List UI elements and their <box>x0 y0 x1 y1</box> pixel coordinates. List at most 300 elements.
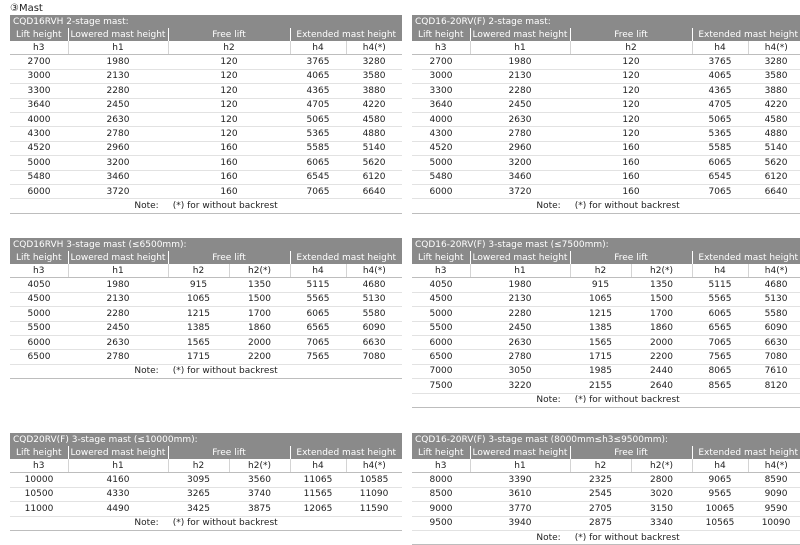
table-cell: 3875 <box>229 502 290 516</box>
table-cell: 3300 <box>10 84 68 98</box>
table-cell: 6000 <box>412 184 470 198</box>
table-cell: 5565 <box>692 292 748 306</box>
table-row <box>412 516 800 530</box>
table-cell: 4160 <box>68 473 168 487</box>
table-cell: 120 <box>570 127 692 141</box>
table-cell: 4220 <box>748 98 800 112</box>
table-row <box>412 112 800 126</box>
table-cell: 2130 <box>470 292 570 306</box>
table-cell: 3425 <box>168 502 229 516</box>
table-cell: 2545 <box>570 487 631 501</box>
column-header: h1 <box>470 459 570 473</box>
table-cell: 2630 <box>470 335 570 349</box>
table-title: CQD16-20RV(F) 3-stage mast (8000mm≤h3≤9500mm): <box>412 433 800 446</box>
note-text: (*) for without backrest <box>172 200 278 211</box>
table-row <box>412 350 800 364</box>
table-cell: 160 <box>570 156 692 170</box>
note-text: (*) for without backrest <box>172 366 278 377</box>
table-cell: 9090 <box>748 487 800 501</box>
table-cell: 2450 <box>68 321 168 335</box>
table-cell: 160 <box>168 184 290 198</box>
table-cell: 5130 <box>748 292 800 306</box>
table-cell: 2155 <box>570 379 631 393</box>
table-cell: 120 <box>168 55 290 69</box>
table-cell: 5365 <box>290 127 346 141</box>
table-cell: 2875 <box>570 516 631 530</box>
table-row <box>10 184 402 198</box>
table-row <box>10 487 402 501</box>
table-row <box>412 69 800 83</box>
group-header: Extended mast height <box>692 251 800 264</box>
table-cell: 2280 <box>470 307 570 321</box>
table-cell: 10585 <box>346 473 402 487</box>
table-cell: 7065 <box>692 184 748 198</box>
column-header: h4(*) <box>346 459 402 473</box>
column-header: h1 <box>68 264 168 278</box>
table-cell: 3200 <box>68 156 168 170</box>
table-cell: 915 <box>570 278 631 292</box>
table-cell: 5000 <box>10 307 68 321</box>
table-cell: 1500 <box>229 292 290 306</box>
table-cell: 6565 <box>290 321 346 335</box>
table-cell: 2705 <box>570 502 631 516</box>
table-row <box>412 502 800 516</box>
table-cell: 6065 <box>692 307 748 321</box>
group-header: Extended mast height <box>290 446 402 459</box>
table-cell: 6090 <box>748 321 800 335</box>
table-cell: 1215 <box>168 307 229 321</box>
table-row <box>412 364 800 378</box>
table-cell: 3280 <box>346 55 402 69</box>
table-cell: 4680 <box>346 278 402 292</box>
table-row <box>10 141 402 155</box>
table-cell: 7565 <box>692 350 748 364</box>
table-cell: 5585 <box>692 141 748 155</box>
table-row <box>10 307 402 321</box>
table-cell: 7080 <box>346 350 402 364</box>
table-cell: 3580 <box>346 69 402 83</box>
table-cell: 1065 <box>570 292 631 306</box>
table-cell: 4000 <box>10 112 68 126</box>
note-text: (*) for without backrest <box>574 532 680 543</box>
note-text: (*) for without backrest <box>172 518 278 529</box>
table-cell: 10000 <box>10 473 68 487</box>
note-label: Note: <box>536 395 561 406</box>
table-row <box>10 292 402 306</box>
table-cell: 3300 <box>412 84 470 98</box>
table-cell: 120 <box>168 112 290 126</box>
table-cell: 2000 <box>631 335 692 349</box>
table-cell: 5130 <box>346 292 402 306</box>
group-header: Lowered mast height <box>68 446 168 459</box>
group-header: Free lift <box>570 28 692 41</box>
column-header: h2 <box>168 264 229 278</box>
table-cell: 120 <box>168 127 290 141</box>
table-cell: 6630 <box>748 335 800 349</box>
table-cell: 8500 <box>412 487 470 501</box>
column-header: h1 <box>470 41 570 55</box>
table-row <box>412 55 800 69</box>
table-cell: 1565 <box>168 335 229 349</box>
note-label: Note: <box>134 518 159 529</box>
column-header: h3 <box>412 264 470 278</box>
table-cell: 5000 <box>10 156 68 170</box>
table-cell: 160 <box>570 184 692 198</box>
table-cell: 6565 <box>692 321 748 335</box>
group-header: Free lift <box>168 251 290 264</box>
table-cell: 3880 <box>748 84 800 98</box>
table-cell: 10090 <box>748 516 800 530</box>
column-header: h2 <box>570 459 631 473</box>
table-cell: 5365 <box>692 127 748 141</box>
table-cell: 2640 <box>631 379 692 393</box>
column-header: h4(*) <box>748 459 800 473</box>
table-cell: 1985 <box>570 364 631 378</box>
table-row <box>412 127 800 141</box>
table-cell: 4500 <box>10 292 68 306</box>
table-title: CQD20RV(F) 3-stage mast (≤10000mm): <box>10 433 402 446</box>
column-header: h4 <box>290 41 346 55</box>
column-header: h4 <box>692 264 748 278</box>
table-cell: 5565 <box>290 292 346 306</box>
table-row <box>412 170 800 184</box>
table-cell: 6090 <box>346 321 402 335</box>
group-header: Lift height <box>412 446 470 459</box>
table-row <box>10 502 402 516</box>
group-header: Free lift <box>570 251 692 264</box>
table-row <box>412 487 800 501</box>
table-cell: 3770 <box>470 502 570 516</box>
table-cell: 4520 <box>10 141 68 155</box>
table-row <box>412 379 800 393</box>
table-cell: 1350 <box>631 278 692 292</box>
table-cell: 1385 <box>570 321 631 335</box>
column-header: h2 <box>168 459 229 473</box>
table-row <box>10 84 402 98</box>
table-cell: 8065 <box>692 364 748 378</box>
table-cell: 6630 <box>346 335 402 349</box>
table-cell: 5115 <box>692 278 748 292</box>
table-cell: 4050 <box>412 278 470 292</box>
table-cell: 7065 <box>290 184 346 198</box>
group-header: Lift height <box>412 28 470 41</box>
table-row <box>10 473 402 487</box>
note-label: Note: <box>134 200 159 211</box>
table-cell: 3640 <box>10 98 68 112</box>
table-cell: 5115 <box>290 278 346 292</box>
group-header: Free lift <box>168 446 290 459</box>
table-cell: 7000 <box>412 364 470 378</box>
table-cell: 2780 <box>68 350 168 364</box>
table-cell: 2630 <box>68 112 168 126</box>
column-header: h4(*) <box>346 41 402 55</box>
table-cell: 3000 <box>10 69 68 83</box>
table-note <box>412 199 800 213</box>
table-row <box>10 156 402 170</box>
column-header: h2 <box>168 41 290 55</box>
table-cell: 1350 <box>229 278 290 292</box>
table-cell: 4680 <box>748 278 800 292</box>
table-note <box>412 393 800 407</box>
note-text: (*) for without backrest <box>574 200 680 211</box>
mast-table <box>10 238 402 379</box>
table-cell: 3020 <box>631 487 692 501</box>
table-cell: 2630 <box>470 112 570 126</box>
table-row <box>10 127 402 141</box>
table-cell: 2780 <box>68 127 168 141</box>
table-cell: 1980 <box>470 278 570 292</box>
table-row <box>412 321 800 335</box>
table-cell: 3265 <box>168 487 229 501</box>
column-header: h2(*) <box>229 459 290 473</box>
table-cell: 8565 <box>692 379 748 393</box>
table-cell: 3050 <box>470 364 570 378</box>
table-cell: 120 <box>570 69 692 83</box>
table-cell: 5065 <box>290 112 346 126</box>
table-cell: 9000 <box>412 502 470 516</box>
table-row <box>10 69 402 83</box>
table-cell: 120 <box>168 84 290 98</box>
table-cell: 1980 <box>68 55 168 69</box>
table-cell: 9500 <box>412 516 470 530</box>
section-title: ③Mast <box>10 3 43 14</box>
mast-table <box>10 15 402 214</box>
table-cell: 160 <box>168 170 290 184</box>
table-note <box>10 364 402 378</box>
group-header: Extended mast height <box>290 251 402 264</box>
table-cell: 1215 <box>570 307 631 321</box>
table-cell: 1715 <box>570 350 631 364</box>
column-header: h3 <box>10 459 68 473</box>
group-header: Lift height <box>10 251 68 264</box>
column-header: h4 <box>290 459 346 473</box>
table-cell: 6640 <box>346 184 402 198</box>
table-cell: 2130 <box>68 292 168 306</box>
table-cell: 10565 <box>692 516 748 530</box>
table-cell: 6000 <box>10 184 68 198</box>
column-header: h1 <box>68 41 168 55</box>
table-cell: 2450 <box>470 321 570 335</box>
table-cell: 6000 <box>10 335 68 349</box>
table-row <box>10 112 402 126</box>
table-cell: 5580 <box>346 307 402 321</box>
table-cell: 2130 <box>470 69 570 83</box>
table-cell: 4065 <box>692 69 748 83</box>
table-cell: 1385 <box>168 321 229 335</box>
column-header: h2(*) <box>631 459 692 473</box>
table-cell: 2450 <box>470 98 570 112</box>
column-header: h4 <box>692 41 748 55</box>
table-cell: 915 <box>168 278 229 292</box>
table-cell: 1980 <box>470 55 570 69</box>
table-cell: 2700 <box>412 55 470 69</box>
table-row <box>412 278 800 292</box>
table-row <box>412 335 800 349</box>
table-cell: 3280 <box>748 55 800 69</box>
table-cell: 160 <box>168 141 290 155</box>
note-label: Note: <box>134 366 159 377</box>
group-header: Lift height <box>10 28 68 41</box>
table-cell: 160 <box>570 170 692 184</box>
column-header: h3 <box>10 264 68 278</box>
table-row <box>412 156 800 170</box>
table-cell: 12065 <box>290 502 346 516</box>
column-header: h3 <box>412 41 470 55</box>
table-cell: 1980 <box>68 278 168 292</box>
table-cell: 5140 <box>748 141 800 155</box>
column-header: h4 <box>290 264 346 278</box>
table-cell: 5000 <box>412 156 470 170</box>
table-row <box>412 141 800 155</box>
table-cell: 9590 <box>748 502 800 516</box>
table-cell: 9565 <box>692 487 748 501</box>
table-cell: 120 <box>570 112 692 126</box>
table-cell: 1860 <box>229 321 290 335</box>
table-cell: 3560 <box>229 473 290 487</box>
table-cell: 4065 <box>290 69 346 83</box>
group-header: Free lift <box>168 28 290 41</box>
table-cell: 6065 <box>290 307 346 321</box>
table-cell: 2130 <box>68 69 168 83</box>
table-cell: 3580 <box>748 69 800 83</box>
table-cell: 2960 <box>470 141 570 155</box>
table-cell: 10500 <box>10 487 68 501</box>
table-row <box>10 55 402 69</box>
table-cell: 3460 <box>470 170 570 184</box>
table-cell: 2700 <box>10 55 68 69</box>
table-note <box>10 516 402 530</box>
table-cell: 2200 <box>631 350 692 364</box>
table-row <box>412 98 800 112</box>
table-cell: 4050 <box>10 278 68 292</box>
table-cell: 4300 <box>412 127 470 141</box>
table-cell: 1715 <box>168 350 229 364</box>
table-cell: 3740 <box>229 487 290 501</box>
table-cell: 3220 <box>470 379 570 393</box>
table-cell: 5065 <box>692 112 748 126</box>
table-title: CQD16-20RV(F) 3-stage mast (≤7500mm): <box>412 238 800 251</box>
table-cell: 7565 <box>290 350 346 364</box>
table-cell: 4880 <box>748 127 800 141</box>
table-cell: 7610 <box>748 364 800 378</box>
table-row <box>412 473 800 487</box>
table-cell: 5500 <box>10 321 68 335</box>
table-row <box>412 184 800 198</box>
table-row <box>412 307 800 321</box>
group-header: Lowered mast height <box>470 28 570 41</box>
table-title: CQD16-20RV(F) 2-stage mast: <box>412 15 800 28</box>
column-header: h2 <box>570 264 631 278</box>
table-cell: 120 <box>168 98 290 112</box>
column-header: h2(*) <box>631 264 692 278</box>
table-cell: 2280 <box>470 84 570 98</box>
table-cell: 3720 <box>470 184 570 198</box>
table-cell: 5480 <box>412 170 470 184</box>
table-cell: 3095 <box>168 473 229 487</box>
table-cell: 7080 <box>748 350 800 364</box>
table-cell: 11565 <box>290 487 346 501</box>
table-cell: 2325 <box>570 473 631 487</box>
table-cell: 2440 <box>631 364 692 378</box>
table-row <box>10 350 402 364</box>
table-note <box>10 199 402 213</box>
table-row <box>412 292 800 306</box>
table-cell: 4705 <box>692 98 748 112</box>
table-cell: 2960 <box>68 141 168 155</box>
column-header: h2(*) <box>229 264 290 278</box>
table-cell: 6120 <box>346 170 402 184</box>
table-cell: 8000 <box>412 473 470 487</box>
table-cell: 4880 <box>346 127 402 141</box>
mast-table <box>412 238 800 408</box>
table-cell: 3640 <box>412 98 470 112</box>
table-cell: 3460 <box>68 170 168 184</box>
table-cell: 4490 <box>68 502 168 516</box>
column-header: h2 <box>570 41 692 55</box>
group-header: Lift height <box>10 446 68 459</box>
table-cell: 1700 <box>229 307 290 321</box>
note-label: Note: <box>536 200 561 211</box>
table-cell: 2780 <box>470 127 570 141</box>
table-cell: 3720 <box>68 184 168 198</box>
group-header: Extended mast height <box>692 28 800 41</box>
table-cell: 120 <box>570 84 692 98</box>
column-header: h4 <box>692 459 748 473</box>
group-header: Lift height <box>412 251 470 264</box>
table-cell: 4220 <box>346 98 402 112</box>
group-header: Lowered mast height <box>470 446 570 459</box>
table-cell: 3000 <box>412 69 470 83</box>
table-cell: 4580 <box>748 112 800 126</box>
table-cell: 5620 <box>748 156 800 170</box>
column-header: h4(*) <box>748 264 800 278</box>
table-row <box>10 335 402 349</box>
table-row <box>10 321 402 335</box>
table-cell: 2630 <box>68 335 168 349</box>
table-cell: 120 <box>570 98 692 112</box>
table-cell: 5140 <box>346 141 402 155</box>
table-cell: 3390 <box>470 473 570 487</box>
table-cell: 6545 <box>290 170 346 184</box>
table-cell: 7065 <box>692 335 748 349</box>
table-row <box>10 98 402 112</box>
table-cell: 3200 <box>470 156 570 170</box>
column-header: h1 <box>68 459 168 473</box>
table-row <box>10 278 402 292</box>
table-cell: 3765 <box>692 55 748 69</box>
column-header: h1 <box>470 264 570 278</box>
table-cell: 3150 <box>631 502 692 516</box>
table-cell: 11065 <box>290 473 346 487</box>
table-cell: 9065 <box>692 473 748 487</box>
table-cell: 4365 <box>692 84 748 98</box>
table-cell: 5480 <box>10 170 68 184</box>
table-cell: 1500 <box>631 292 692 306</box>
table-note <box>412 530 800 544</box>
table-cell: 11090 <box>346 487 402 501</box>
table-cell: 8590 <box>748 473 800 487</box>
table-cell: 5000 <box>412 307 470 321</box>
table-cell: 6640 <box>748 184 800 198</box>
table-cell: 3340 <box>631 516 692 530</box>
note-label: Note: <box>536 532 561 543</box>
table-title: CQD16RVH 2-stage mast: <box>10 15 402 28</box>
table-cell: 5620 <box>346 156 402 170</box>
table-cell: 160 <box>570 141 692 155</box>
table-row <box>10 170 402 184</box>
table-cell: 4580 <box>346 112 402 126</box>
column-header: h3 <box>10 41 68 55</box>
